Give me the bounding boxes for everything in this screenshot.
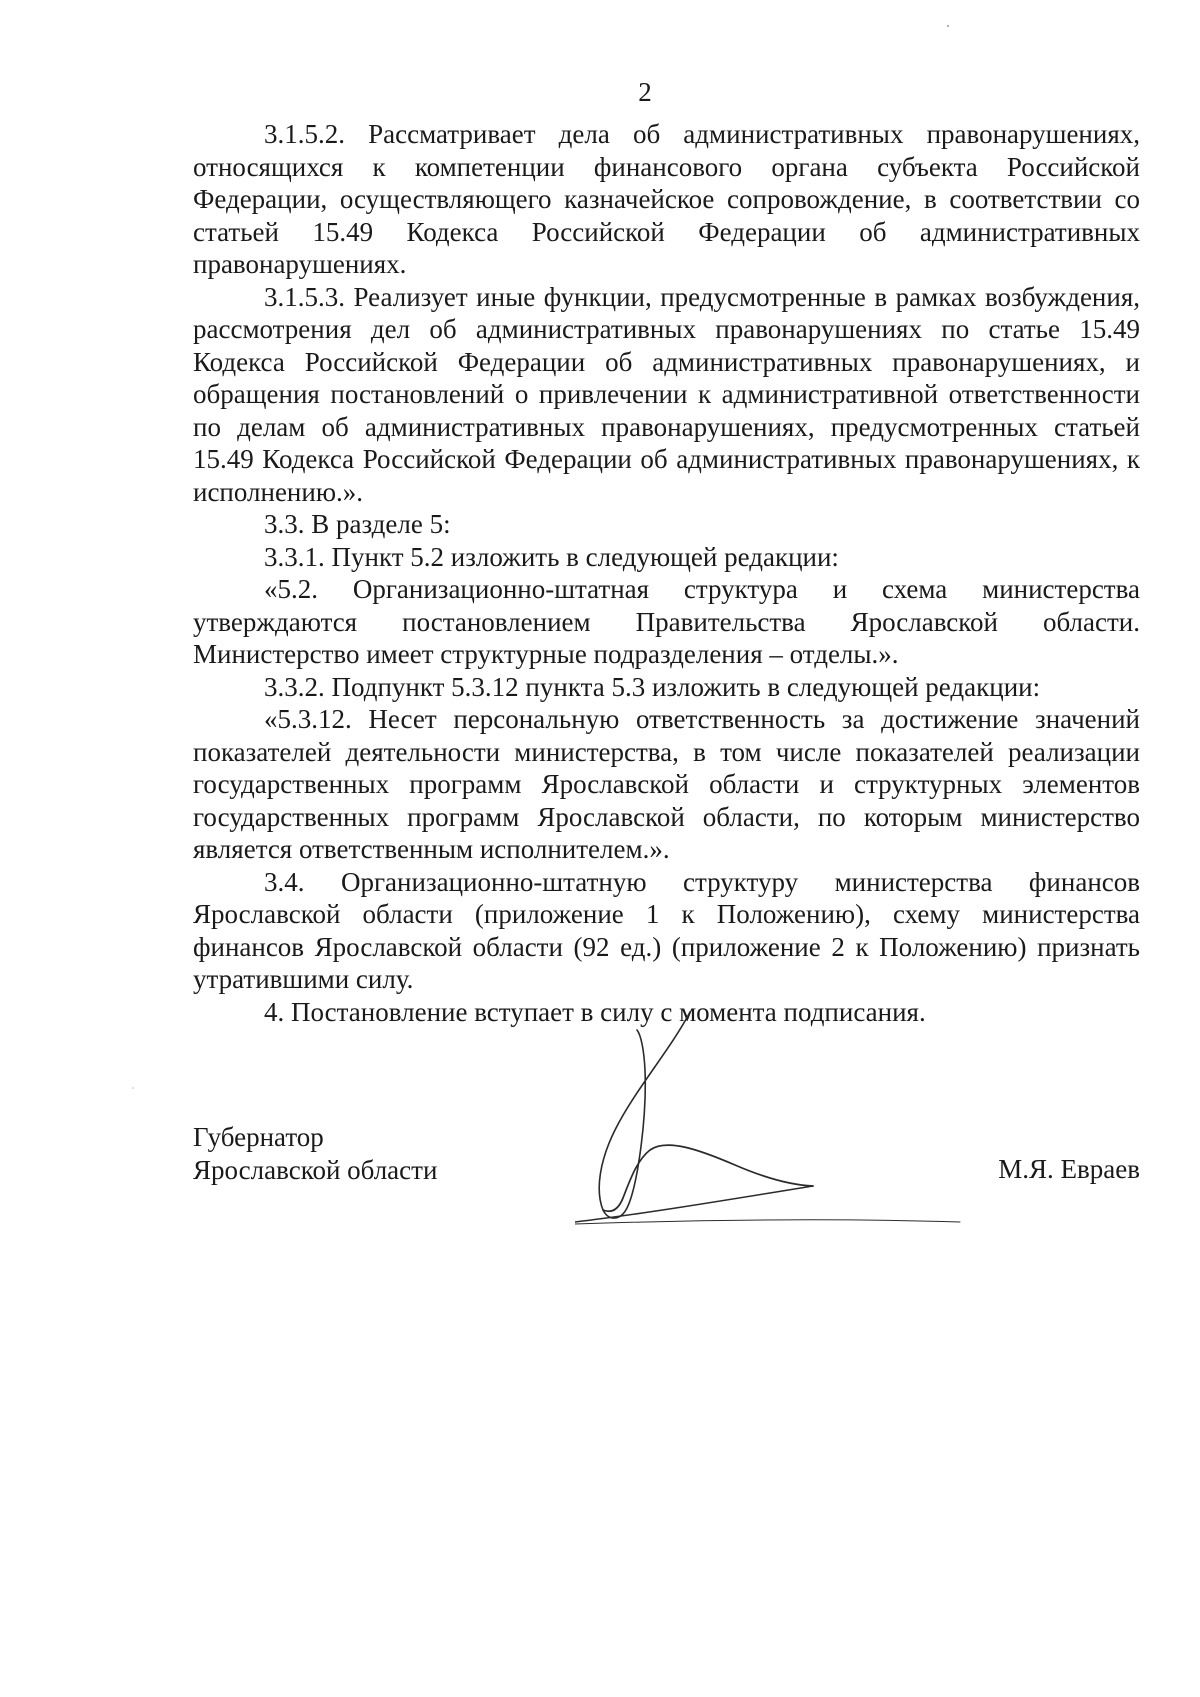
paragraph-5-3-12-quote: «5.3.12. Несет персональную ответственность за достижение значений показателей деятельности министерства, в том числе показателей реализации государственных программ Ярославской области и структурных элементов государственных программ Ярославской области, по которым министерство является ответственным исполнителем.». — [193, 704, 1140, 864]
paragraph-4: 4. Постановление вступает в силу с момента подписания. — [264, 996, 926, 1027]
signatory-name: М.Я. Евраев — [998, 1154, 1140, 1184]
paragraph-3-1-5-2: 3.1.5.2. Рассматривает дела об административных правонарушениях, относящихся к компетенции финансового органа субъекта Российской Федерации, осуществляющего казначейское сопровождение, в соответствии со статьей 15.49 Кодекса Российской Федерации об административных правонарушениях. — [193, 119, 1140, 279]
paragraph-3-3-1: 3.3.1. Пункт 5.2 изложить в следующей редакции: — [264, 541, 839, 572]
paragraph-5-2-quote: «5.2. Организационно-штатная структура и схема министерства утверждаются постановлением Правительства Ярославской области. Министерство имеет структурные подразделения – отделы.». — [193, 574, 1140, 669]
paragraph-3-4: 3.4. Организационно-штатную структуру министерства финансов Ярославской области (приложение 1 к Положению), схему министерства финансов Ярославской области (92 ед.) (приложение 2 к Положению) признать утратившими силу. — [193, 866, 1140, 994]
paragraph-3-3-2: 3.3.2. Подпункт 5.3.12 пункта 5.3 изложить в следующей редакции: — [264, 671, 1041, 702]
signatory-title-line-2: Ярославской области — [193, 1154, 438, 1185]
scan-speck — [132, 1087, 134, 1089]
paragraph-3-3: 3.3. В разделе 5: — [264, 509, 451, 539]
page-number: 2 — [638, 77, 652, 107]
signatory-title-line-1: Губернатор — [193, 1122, 324, 1152]
paragraph-3-1-5-3: 3.1.5.3. Реализует иные функции, предусмотренные в рамках возбуждения, рассмотрения дел об административных правонарушениях по статье 15.49 Кодекса Российской Федерации об административных правонарушениях, и обращения постановлений о привлечении к административной ответственности по делам об административных правонарушениях, предусмотренных статьей 15.49 Кодекса Российской Федерации об административных правонарушениях, к исполнению.». — [193, 281, 1140, 507]
scan-speck — [947, 25, 949, 27]
